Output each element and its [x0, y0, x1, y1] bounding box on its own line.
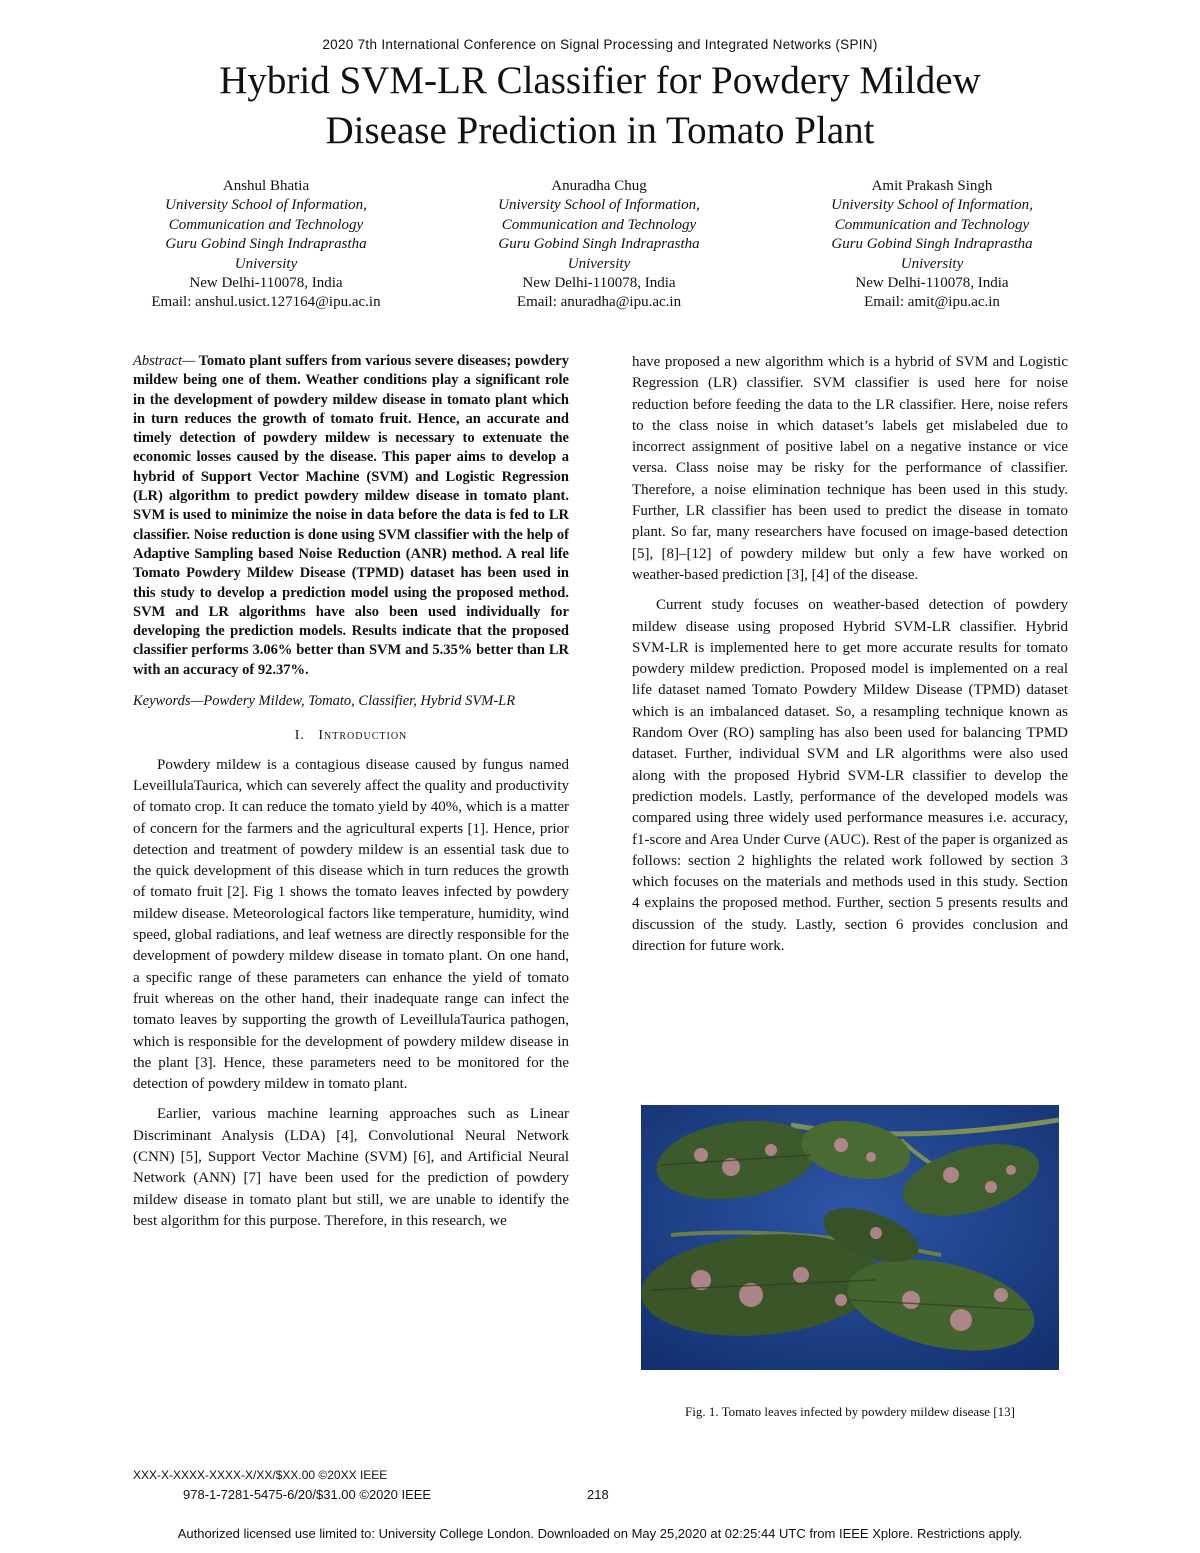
- abstract: [133, 352, 569, 680]
- author-affiliation: University: [900, 255, 964, 272]
- author-email[interactable]: Email: amit@ipu.ac.in: [864, 294, 1000, 311]
- author-name: Anuradha Chug: [551, 178, 647, 194]
- figure-tomato-leaves-image: [641, 1105, 1059, 1370]
- section-heading-introduction: [133, 725, 569, 746]
- author-affiliation: University: [567, 255, 631, 272]
- keywords: Keywords—Powdery Mildew, Tomato, Classifier, Hybrid SVM-LR: [133, 693, 516, 710]
- author-affiliation: Communication and Technology: [501, 216, 697, 233]
- right-column: [632, 352, 1068, 957]
- conference-header: 2020 7th International Conference on Signal Processing and Integrated Networks (SPIN): [322, 37, 878, 52]
- intro-paragraph-1: Powdery mildew is a contagious disease caused by fungus named LeveillulaTaurica, which can severely affect the quality and productivity of tomato crop. It can reduce the tomato yield by 40%, which is a matter of concern for the farmers and the agricultural experts [1]. Hence, prior detection and treatment of powdery mildew is an essential task due to the quick development of this disease which in turn reduces the growth of tomato fruit [2]. Fig 1 shows the tomato leaves infected by powdery mildew disease. Meteorological factors like temperature, humidity, wind speed, global radiations, and leaf wetness are directly responsible for the development of powdery mildew disease in tomato plant. On one hand, a specific range of these parameters can enhance the yield of tomato fruit whereas on the other hand, their inadequate range can infect the tomato leaves by supporting the growth of LeveillulaTaurica pathogen, which is responsible for the development of powdery mildew disease in the plant [3]. Hence, these parameters need to be monitored for the detection of powdery mildew in tomato plant.: [133, 756, 569, 1093]
- paper-title: [0, 56, 1200, 156]
- author-block-1: [126, 177, 406, 313]
- author-affiliation: University: [234, 255, 298, 272]
- abstract-text: Tomato plant suffers from various severe diseases; powdery mildew being one of them. Weather conditions play a significant role in the development of powdery mildew disease in tomato plant which in turn reduces the growth of tomato fruit. Hence, an accurate and timely detection of powdery mildew is necessary to extenuate the economic losses caused by the disease. This paper aims to develop a hybrid of Support Vector Machine (SVM) and Logistic Regression (LR) algorithm to predict powdery mildew disease in tomato plant. SVM is used to minimize the noise in data before the data is fed to LR classifier. Noise reduction is done using SVM classifier with the help of Adaptive Sampling based Noise Reduction (ANR) method. A real life Tomato Powdery Mildew Disease (TPMD) dataset has been used in this study to develop a prediction model using the proposed method. SVM and LR algorithms have also been used individually for developing the prediction models. Results indicate that the proposed classifier performs 3.06% better than SVM and 5.35% better than LR with an accuracy of 92.37%.: [133, 353, 569, 678]
- author-affiliation: Guru Gobind Singh Indraprastha: [165, 236, 367, 253]
- author-affiliation: University School of Information,: [165, 197, 367, 214]
- left-column: [133, 352, 569, 1232]
- author-affiliation: University School of Information,: [498, 197, 700, 214]
- author-affiliation: Communication and Technology: [168, 216, 364, 233]
- author-city: New Delhi-110078, India: [855, 275, 1009, 292]
- intro-paragraph-3: have proposed a new algorithm which is a hybrid of SVM and Logistic Regression (LR) classifier. SVM classifier is used here for noise reduction before feeding the data to the LR classifier. Here, noise refers to the class noise in which dataset’s labels get mislabeled due to incorrect assignment of positive label on a negative instance or vice versa. Class noise may be risky for the performance of classifier. Therefore, a noise elimination technique has been used in this study. Further, LR classifier has been used to predict the disease in tomato plant. So far, many researchers have focused on image-based detection [5], [8]–[12] of powdery mildew but only a few have worked on weather-based prediction [3], [4] of the disease.: [632, 354, 1068, 583]
- leaf-illustration: [641, 1105, 1059, 1370]
- author-affiliation: University School of Information,: [831, 197, 1033, 214]
- page-number: 218: [587, 1487, 609, 1502]
- abstract-label: Abstract—: [133, 353, 196, 369]
- author-name: Amit Prakash Singh: [871, 178, 993, 194]
- figure-caption: Fig. 1. Tomato leaves infected by powdery mildew disease [13]: [685, 1404, 1015, 1419]
- author-block-3: [792, 177, 1072, 313]
- title-line-1: Hybrid SVM-LR Classifier for Powdery Mildew: [219, 59, 981, 102]
- isbn-line: 978-1-7281-5475-6/20/$31.00 ©2020 IEEE: [183, 1487, 432, 1502]
- title-line-2: Disease Prediction in Tomato Plant: [325, 109, 875, 152]
- author-email[interactable]: Email: anuradha@ipu.ac.in: [516, 294, 682, 311]
- author-affiliation: Guru Gobind Singh Indraprastha: [831, 236, 1033, 253]
- license-notice: Authorized licensed use limited to: University College London. Downloaded on May 25,2020 at 02:25:44 UTC from IEEE Xplore. Restrictions apply.: [177, 1526, 1023, 1541]
- author-city: New Delhi-110078, India: [522, 275, 676, 292]
- intro-paragraph-4: Current study focuses on weather-based detection of powdery mildew disease using proposed Hybrid SVM-LR classifier. Hybrid SVM-LR is implemented here to get more accurate results for tomato powdery mildew prediction. Proposed model is implemented on a real life dataset named Tomato Powdery Mildew Disease (TPMD) dataset which is an imbalanced dataset. So, a resampling technique known as Random Over (RO) sampling has also been used for balancing TPMD dataset. Further, individual SVM and LR algorithms were also used along with the proposed Hybrid SVM-LR classifier to develop the prediction models. Lastly, performance of the developed models was compared using three widely used performance measures i.e. accuracy, f1-score and Area Under Curve (AUC). Rest of the paper is organized as follows: section 2 highlights the related work followed by section 3 which focuses on the materials and methods used in this study. Section 4 explains the proposed method. Further, section 5 presents results and discussion of the study. Lastly, section 6 provides conclusion and direction for future work.: [632, 597, 1068, 955]
- author-affiliation: Communication and Technology: [834, 216, 1030, 233]
- author-block-2: [459, 177, 739, 313]
- author-email[interactable]: Email: anshul.usict.127164@ipu.ac.in: [151, 294, 381, 311]
- section-title: Introduction: [318, 728, 408, 744]
- copyright-placeholder: XXX-X-XXXX-XXXX-X/XX/$XX.00 ©20XX IEEE: [133, 1468, 388, 1482]
- intro-paragraph-2: Earlier, various machine learning approaches such as Linear Discriminant Analysis (LDA) [4], Convolutional Neural Network (CNN) [5], Support Vector Machine (SVM) [6], and Artificial Neural Network (ANN) [7] have been used for the prediction of powdery mildew disease in tomato plant but still, we are unable to identify the best algorithm for this purpose. Therefore, in this research, we: [133, 1106, 569, 1229]
- author-city: New Delhi-110078, India: [189, 275, 343, 292]
- section-number: I.: [294, 728, 305, 744]
- author-affiliation: Guru Gobind Singh Indraprastha: [498, 236, 700, 253]
- author-name: Anshul Bhatia: [222, 178, 310, 194]
